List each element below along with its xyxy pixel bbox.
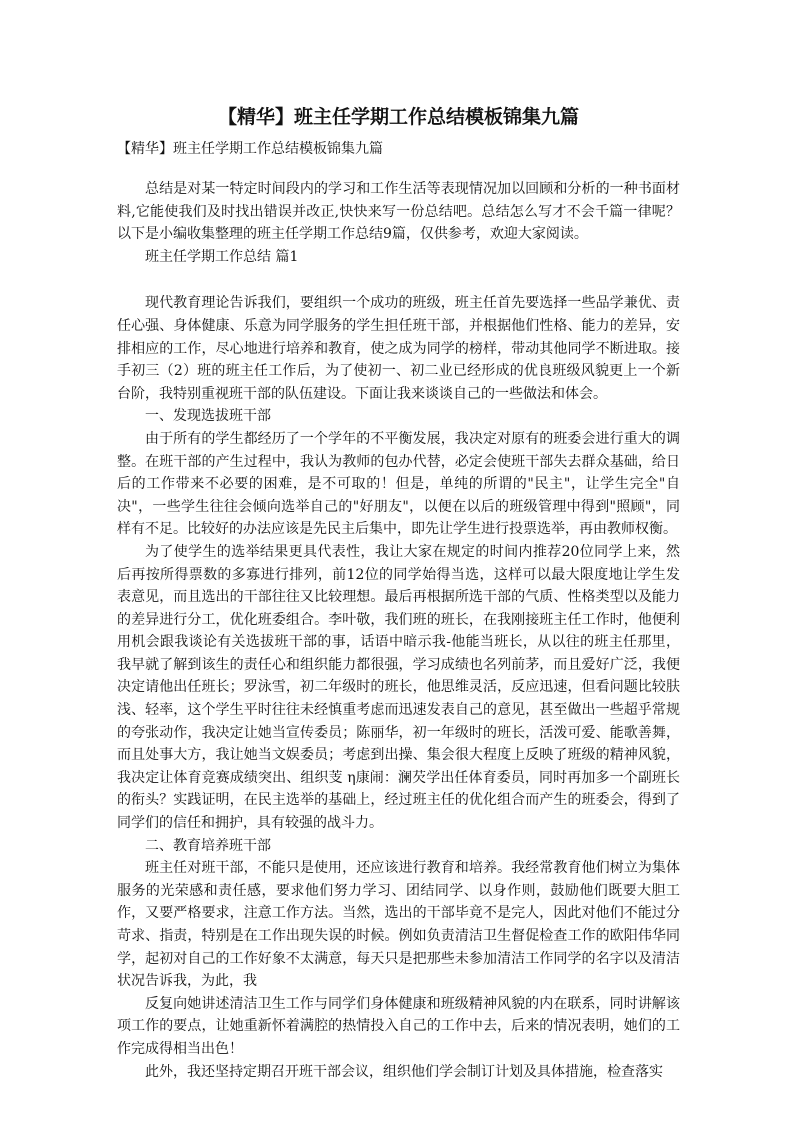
document-title: 【精华】班主任学期工作总结模板锦集九篇 bbox=[217, 106, 579, 128]
body-paragraph-4: 班主任对班干部，不能只是使用，还应该进行教育和培养。我经常教育他们树立为集体服务的光荣感和责任感，要求他们努力学习、团结同学、以身作则，鼓励他们既要大胆工作，又要严格要求，注意工作方法。当然，选出的干部毕竟不是完人，因此对他们不能过分苛求、指责，特别是在工作出现失误的时候。例如负责清洁卫生督促检查工作的欧阳伟华同学，起初对自己的工作好象不太满意，每天只是把那些未参加清洁工作同学的名字以及清洁状况告诉我，为此，我 bbox=[117, 860, 680, 990]
intro-paragraph: 总结是对某一特定时间段内的学习和工作生活等表现情况加以回顾和分析的一种书面材料,它能使我们及时找出错误并改正,快快来写一份总结吧。总结怎么写才不会千篇一律呢？以下是小编收集整理的班主任学期工作总结9篇，仅供参考，欢迎大家阅读。 bbox=[117, 181, 680, 243]
body-paragraph-2: 由于所有的学生都经历了一个学年的不平衡发展，我决定对原有的班委会进行重大的调整。在班干部的产生过程中，我认为教师的包办代替，必定会使班干部失去群众基础，给日后的工作带来不必要的困难，是不可取的！但是，单纯的所谓的"民主"，让学生完全"自决"，一些学生往往会倾向选举自己的"好朋友"，以便在以后的班级管理中得到"照顾"，同样有不足。比较好的办法应该是先民主后集中，即先让学生进行投票选举，再由教师权衡。 bbox=[117, 430, 680, 538]
section-heading-1: 一、发现选拔班干部 bbox=[145, 408, 271, 425]
section-title: 班主任学期工作总结 篇1 bbox=[145, 248, 299, 265]
spacer bbox=[117, 268, 680, 292]
body-paragraph-6: 此外，我还坚持定期召开班干部会议，组织他们学会制订计划及具体措施，检查落实 bbox=[145, 1063, 663, 1080]
body-paragraph-5: 反复向她讲述清洁卫生工作与同学们身体健康和班级精神风貌的内在联系，同时讲解该项工作的要点，让她重新怀着满腔的热情投入自己的工作中去，后来的情况表明，她们的工作完成得相当出色！ bbox=[117, 995, 680, 1057]
section-heading-2: 二、教育培养班干部 bbox=[145, 837, 271, 854]
document-page bbox=[117, 100, 680, 1083]
document-subtitle: 【精华】班主任学期工作总结模板锦集九篇 bbox=[117, 141, 383, 157]
body-paragraph-1: 现代教育理论告诉我们，要组织一个成功的班级，班主任首先要选择一些品学兼优、责任心强、身体健康、乐意为同学服务的学生担任班干部，并根据他们性格、能力的差异，安排相应的工作，尽心地进行培养和教育，使之成为同学的榜样，带动其他同学不断进取。接手初三（2）班的班主任工作后，为了使初一、初二业已经形成的优良班级风貌更上一个新台阶，我特别重视班干部的队伍建设。下面让我来谈谈自己的一些做法和体会。 bbox=[117, 295, 680, 402]
body-paragraph-3: 为了使学生的选举结果更具代表性，我让大家在规定的时间内推荐20位同学上来，然后再按所得票数的多寡进行排列，前12位的同学始得当选，这样可以最大限度地让学生发表意见，而且选出的干部往往又比较理想。最后再根据所选干部的气质、性格类型以及能力的差异进行分工，优化班委组合。李叶敬，我们班的班长，在我刚接班主任工作时，他便利用机会跟我谈论有关选拔班干部的事，话语中暗示我-他能当班长，从以往的班主任那里，我早就了解到该生的责任心和组织能力都很强，学习成绩也名列前茅，而且爱好广泛，我便决定请他出任班长；罗泳雪，初二年级时的班长，他思维灵活，反应迅速，但看问题比较肤浅、轻率，这个学生平时往往未经慎重考虑而迅速发表自己的意见，甚至做出一些超乎常规的夸张动作，我决定让她当宣传委员；陈丽华，初一年级时的班长，活泼可爱、能歌善舞，而且处事大方，我让她当文娱委员；考虑到出操、集会很大程度上反映了班级的精神风貌，我决定让体育竞赛成绩突出、组织芰 η康闹：澜芡学出任体育委员，同时再加多一个副班长的衔头？实践证明，在民主选举的基础上，经过班主任的优化组合而产生的班委会，得到了同学们的信任和拥护，具有较强的战斗力。 bbox=[117, 543, 680, 832]
